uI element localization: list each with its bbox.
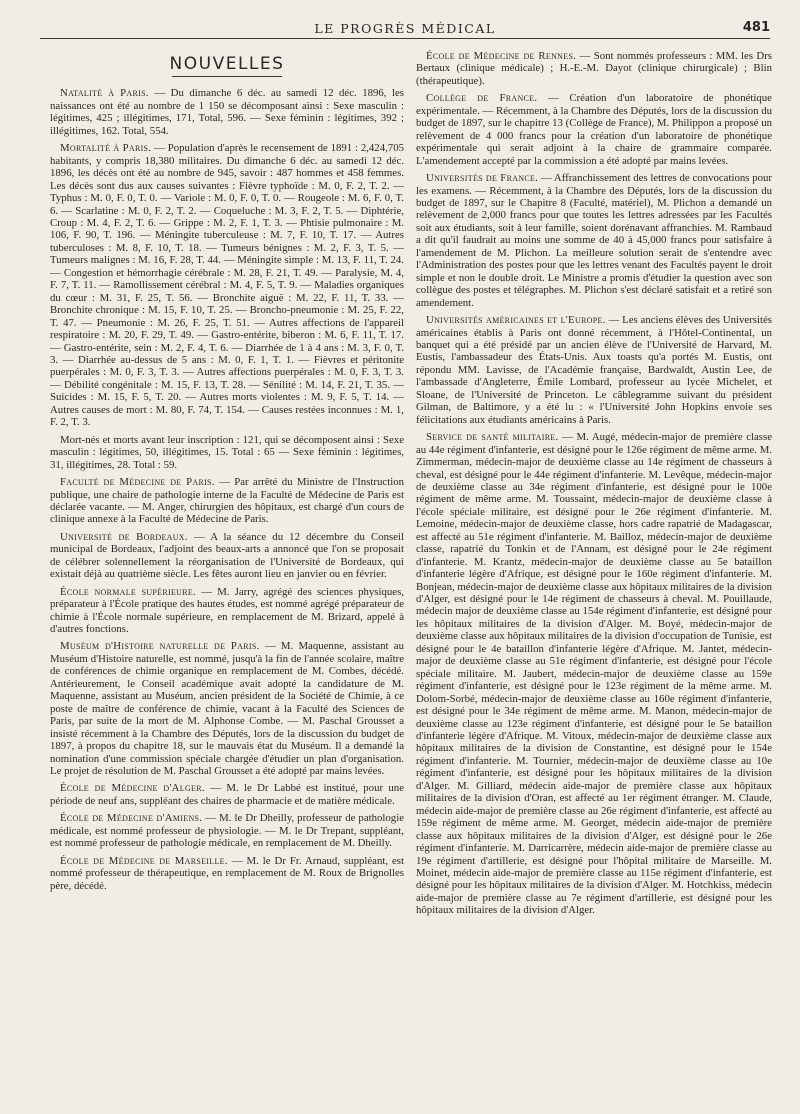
paragraph-alger — [50, 782, 404, 807]
paragraph-text: — M. Maquenne, assistant au Muséum d'Histoire naturelle, est nommé, jusqu'à la fin de l'année scolaire, maître de conférences de chimie organique en remplacement de M. Combes, décédé. Antérieurement, le Conseil académique avait adopté la candidature de M. Maquenne, assistant au Muséum, ancien président de la Société de Chimie, à ce poste de maître de conférence de chimie, vacant à la Faculté des Sciences de Paris, par suite de la mort de M. Alphonse Combe. — M. Paschal Grousset a insisté récemment à la Chambre des Députés, lors de la discussion du budget de 1897, à propos du chapitre 18, sur le mauvais état du Muséum. Il a demandé la nomination d'une commission spéciale chargée d'étudier un plan d'organisation. Le projet de résolution de M. Paschal Grousset a été adopté par mains levées. — [50, 640, 404, 778]
paragraph-heading: École de Médecine de Rennes. — [426, 50, 577, 62]
paragraph-mortalite — [50, 142, 404, 428]
paragraph-text: — Affranchissement des lettres de convocations pour les examens. — Récemment, à la Chambre des Députés, lors de la discussion du budget de 1897, sur le Chapitre 8 (Faculté, matériel), M. Plichon a demandé un relèvement de 2,000 francs pour que toutes les lettres adressées par les Facultés soit aux étudiants, soit à leur famille, soient dorénavant affranchies. M. Rambaud a dit qu'il faudrait au moins une somme de 40 à 45,000 francs pour satisfaire à l'amendement de M. Plichon. La meilleure solution serait de s'entendre avec l'Administration des postes pour que les lettres venant des Facultés payent le droit simple et non le double droit. Le Ministre a promis d'étudier la question avec son collègue des postes et télégraphes. M. Plichon s'est déclaré satisfait et a retiré son amendement. — [416, 172, 772, 309]
paragraph-text: — Sont nommés professeurs : MM. les Drs Bertaux (clinique médicale) ; H.-E.-M. Dayot (clinique chirurgicale) ; Blin (thérapeutique). — [416, 50, 772, 87]
paragraph-text: — Création d'un laboratoire de phonétique expérimentale. — Récemment, à la Chambre des Députés, lors de la discussion du budget de 1897, sur le chapitre 13 (Collège de France), M. Philippon a proposé un relèvement de 4 000 francs pour la création d'un laboratoire de phonétique expérimentale qui serait adjoint à la chaire de grammaire comparée. L'amendement accepté par la commission a été adopté par mains levées. — [416, 92, 772, 167]
paragraph-heading: Universités de France. — [426, 172, 539, 185]
paragraph-text: — M. le Dr Labbé est institué, pour une période de neuf ans, suppléant des chaires de pharmacie et de matière médicale. — [50, 782, 404, 807]
paragraph-text: Mort-nés et morts avant leur inscription : 121, qui se décomposent ainsi : Sexe masculin : légitimes, 50, illégitimes, 15. Total : 65 — Sexe féminin : légitimes, 31, illégitimes, 28. Total : 59. — [50, 433, 404, 471]
paragraph-service-sante — [416, 431, 772, 917]
paragraph-text: — M. le Dr Fr. Arnaud, suppléant, est nommé professeur de thérapeutique, en remplacement de M. Roux de Brignolles père, décédé. — [50, 854, 404, 892]
paragraph-heading: École de Médecine de Marseille. — [60, 854, 228, 867]
paragraph-heading: École de Médecine d'Amiens. — [60, 812, 203, 825]
page-number: 481 — [742, 20, 770, 35]
paragraph-marseille — [50, 855, 404, 892]
paragraph-heading: Natalité à Paris. — [60, 87, 149, 100]
section-title: NOUVELLES — [169, 54, 285, 74]
paragraph-mort-nes — [50, 434, 404, 471]
paragraph-heading: Collège de France. — [426, 92, 538, 105]
paragraph-universites-americaines — [416, 314, 772, 426]
paragraph-text: — Les anciens élèves des Universités américaines établis à Paris ont donné récemment, à l'Hôtel-Continental, un banquet qui a été présidé par un ancien élève de l'Université de Harvard, M. Eustis, l'ambassadeur des États-Unis. Aux toasts qu'a portés M. Eustis, ont répondu MM. Lavisse, de l'Académie française, Bardwaldt, Austin Lee, de l'ambassade d'Angleterre, Émile Lombard, professeur au lycée Michelet, et Sloane, de l'Université de Princeton. Le câblegramme suivant du président Gilman, de Baltimore, y a été lu : « l'Université John Hopkins envoie ses félicitations aux étudiants américains à Paris. — [416, 314, 772, 426]
paragraph-college-france — [416, 92, 772, 167]
paragraph-text: — Par arrêté du Ministre de l'Instruction publique, une chaire de pathologie interne de la Faculté de Médecine de Paris est déclarée vacante. — M. Anger, chirurgien des hôpitaux, est chargé d'un cours de clinique annexe à la Faculté de Médecine de Paris. — [50, 476, 404, 526]
paragraph-heading: Mortalité à Paris. — [60, 142, 152, 155]
paragraph-heading: Service de santé militaire. — [426, 431, 559, 444]
paragraph-heading: Université de Bordeaux. — [60, 530, 188, 543]
title-rule — [172, 76, 282, 77]
paragraph-text: — M. le Dr Dheilly, professeur de pathologie médicale, est nommé professeur de physiologie. — M. le Dr Trepant, suppléant, est nommé professeur de pathologie médicale, en remplacement de M. Dheilly. — [50, 812, 404, 850]
paragraph-text: — Du dimanche 6 déc. au samedi 12 déc. 1896, les naissances ont été au nombre de 1 150 se décomposant ainsi : Sexe masculin : légitimes, 425 ; illégitimes, 171, Total, 596. — Sexe féminin : légitimes, 392 ; illégitimes, 162. Total, 554. — [50, 87, 404, 137]
paragraph-heading: École de Médecine d'Alger. — [60, 782, 205, 795]
paragraph-natalite — [50, 87, 404, 137]
paragraph-heading: Universités américaines et l'Europe. — [426, 314, 606, 327]
paragraph-heading: Faculté de Médecine de Paris. — [60, 476, 215, 489]
paragraph-museum — [50, 640, 404, 777]
paragraph-bordeaux — [50, 531, 404, 581]
paragraph-amiens — [50, 812, 404, 849]
paragraph-rennes — [416, 50, 772, 87]
running-title: LE PROGRÈS MÉDICAL — [314, 21, 496, 36]
right-column — [416, 50, 772, 1110]
paragraph-faculte-paris — [50, 476, 404, 526]
running-header — [40, 20, 770, 39]
paragraph-heading: École normale supérieure. — [60, 585, 197, 598]
left-column — [50, 50, 404, 1110]
paragraph-heading: Muséum d'Histoire naturelle de Paris. — [60, 640, 260, 653]
paragraph-text: — M. Jarry, agrégé des sciences physiques, préparateur à l'École pratique des hautes études, est nommé agrégé préparateur de chimie à l'École normale supérieure, en remplacement de M. Brizard, appelé à d'autres fonctions. — [50, 585, 404, 636]
paragraph-text: — Population d'après le recensement de 1891 : 2,424,705 habitants, y compris 18,380 militaires. Du dimanche 6 déc. au samedi 12 déc. 1896, les décès ont été au nombre de 945, savoir : 487 hommes et 458 femmes. Les décès sont dus aux causes suivantes : Fièvre typhoïde : M. 0, F. 2, T. 2. — Typhus : M. 0, F. 0, T. 0. — Variole : M. 0, F. 0, T. 0. — Rougeole : M. 6, F. 0, T. 6. — Scarlatine : M. 0, F. 2, T. 2. — Coqueluche : M. 3, F. 2, T. 5. — Diphtérie, Croup : M. 4, F. 2, T. 6. — Grippe : M. 2, F. 1, T. 3. — Phtisie pulmonaire : M. 106, F. 90, T. 196. — Méningite tuberculeuse : M. 7, F. 10, T. 17. — Autres tuberculoses : M. 8, F. 10, T. 18. — Tumeurs bénignes : M. 2, F. 3, T. 5. — Tumeurs malignes : M. 16, F. 28, T. 44. — Méningite simple : M. 13, F. 11, T. 24. — Congestion et hémorrhagie cérébrale : M. 28, F. 21, T. 49. — Paralysie, M. 4, F. 7, T. 11. — Ramollissement cérébral : M. 4, F. 5, T. 9. — Maladies organiques du cœur : M. 31, F. 25, T. 56. — Bronchite aiguë : M. 22, F. 11, T. 33. — Bronchite chronique : M. 15, F. 10, T. 25. — Broncho-pneumonie : M. 25, F. 22, T. 47. — Pneumonie : M. 26, F. 25, T. 51. — Autres affections de l'appareil respiratoire : M. 20, F. 29, T. 49. — Gastro-entérite, biberon : M. 6, F. 11, T. 17. — Gastro-entérite, sein : M. 2, F. 4, T. 6. — Diarrhée de 1 à 4 ans : M. 3, F. 0, T. 3. — Diarrhée au-dessus de 5 ans : M. 0, F. 1, T. 1. — Fièvres et péritonite puerpérales : M. 0, F. 3, T. 3. — Autres affections puerpérales : M. 0, F. 3, T. 3. — Débilité congénitale : M. 15, F. 13, T. 28. — Sénilité : M. 14, F. 21, T. 35. — Suicides : M. 15, F. 5, T. 20. — Autres morts violentes : M. 9, F. 5, T. 14. — Autres causes de mort : M. 80, F. 74, T. 154. — Causes restées inconnues : M. 1, F. 2, T. 3. — [50, 142, 404, 429]
paragraph-text: — M. Augé, médecin-major de première classe au 44e régiment d'infanterie, est désigné pour le 126e régiment de même arme. M. Zimmerman, médecin-major de deuxième classe au 14e régiment de chasseurs à cheval, est désigné pour le 44e régiment d'infanterie. M. Levêque, médecin-major de deuxième classe au 34e régiment d'infanterie, est désigné pour le 100e régiment de même arme. M. Toussaint, médecin-major de deuxième classe à l'école spéciale militaire, est désigné pour le 26e régiment d'infanterie. M. Lemoine, médecin-major de deuxième classe, hors cadre rapatrié de Madagascar, est affecté au 51e régiment d'infanterie. M. Bailloz, médecin-major de deuxième classe, rapatrié du Tonkin et de l'Annam, est désigné pour le 24e régiment d'infanterie. M. Krantz, médecin-major de deuxième classe au 5e bataillon d'infanterie légère d'Afrique, est désigné pour le 160e régiment d'infanterie. M. Bonjean, médecin-major de deuxième classe aux hôpitaux militaires de la division d'Alger, est désigné pour le 14e régiment de chasseurs à cheval. M. Pouillaude, médecin major de deuxième classe au 154e régiment d'infanterie, est désigné pour les hôpitaux militaires de la division d'Alger. M. Boyé, médecin-major de deuxième classe aux hôpitaux militaires de la division d'occupation de Tunisie, est désigné pour le 4e bataillon d'infanterie légère d'Afrique. M. Jantet, médecin-major de deuxième classe au 51e régiment d'infanterie, est désigné pour l'école spéciale militaire. M. Jaubert, médecin-major de deuxième classe au 159e régiment d'infanterie, est désigné pour le 123e régiment de la même arme. M. Dolom-Sorbé, médecin-major de deuxième classe au 160e régiment d'infanterie, est désigné pour le 34e régiment de même arme. M. Manon, médecin-major de deuxième classe au 123e régiment d'infanterie, est désigné pour le 5e bataillon d'infanterie légère d'Afrique. M. Vitoux, médecin-major de deuxième classe aux hôpitaux militaires de la division de Constantine, est désigné pour le 154e régiment d'infanterie. M. Tournier, médecin-major de deuxième classe au 10e régiment d'infanterie, est désigné pour les hôpitaux militaires de la division d'Alger. M. Gilliard, médecin aide-major de première classe aux hôpitaux militaires de la division d'Oran, est affecté au 1er régiment étranger. M. Claude, médecin aide-major de première classe au 26e régiment d'infanterie, est affecté au 159e régiment de même arme. M. Georget, médecin aide-major de première classe aux hôpitaux militaires de la division d'Alger, est désigné pour le 26e régiment d'infanterie. M. Darricarrère, médecin aide-major de première classe au 19e régiment d'artillerie, est désigné pour l'hôpital militaire de Marseille. M. Moinet, médecin aide-major de première classe au 115e régiment d'infanterie, est désigné pour les hôpitaux militaires de la division d'Alger. M. Hotchkiss, médecin aide-major de première classe au 7e régiment d'artillerie, est désigné pour les hôpitaux militaires de la division d'Alger. — [416, 431, 772, 917]
paragraph-ecole-normale — [50, 586, 404, 636]
paragraph-text: — A la séance du 12 décembre du Conseil municipal de Bordeaux, l'adjoint des beaux-arts a annoncé que l'on se proposait de célébrer solennellement la réorganisation de l'Université de Bordeaux, qui existait déjà au quatrième siècle. Les fêtes auront lieu en janvier ou en février. — [50, 530, 404, 581]
paragraph-universites-france — [416, 172, 772, 309]
